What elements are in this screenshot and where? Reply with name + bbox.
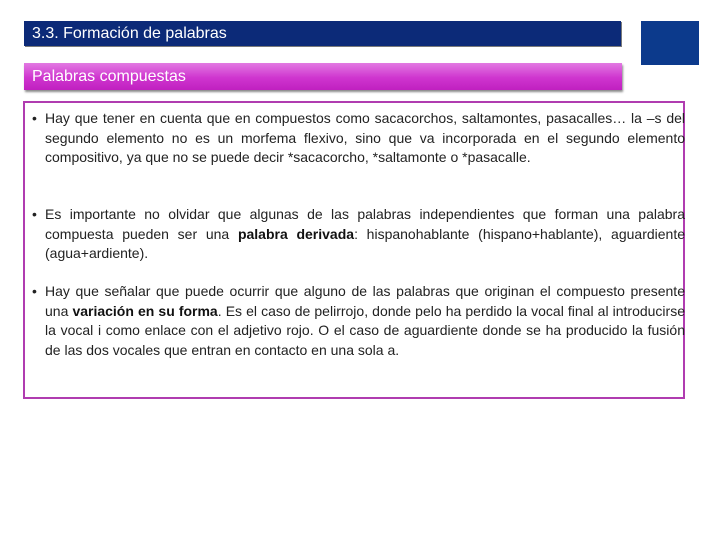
paragraph-1 xyxy=(32,109,685,168)
content-panel xyxy=(23,101,685,399)
paragraph-2-bold: palabra derivada xyxy=(237,225,355,242)
paragraph-2-text-b: : hispanohablante (hispano+hablante), aguardiente (agua+ardiente). xyxy=(45,225,685,261)
corner-decoration xyxy=(641,21,699,65)
paragraph-2 xyxy=(32,205,685,264)
paragraph-3 xyxy=(32,282,685,360)
paragraph-1-text: Hay que tener en cuenta que en compuestos como sacacorchos, saltamontes, pasacalles… la –s del segundo elemento no es un morfema flexivo, sino que va incorporada en el segundo elemento compositivo, ya que no se puede decir *sacacorcho, *saltamonte o *pasacalle. xyxy=(45,110,685,165)
paragraph-3-text-b: . Es el caso de pelirrojo, donde pelo ha perdido la vocal final al introducirse la vocal i como enlace con el adjetivo rojo. O el caso de aguardiente donde se ha producido la fusión de las dos vocales que entran en contacto en una sola a. xyxy=(45,302,685,358)
section-title: 3.3. Formación de palabras xyxy=(24,21,621,46)
paragraph-3-bold: variación en su forma xyxy=(72,302,218,319)
paragraph-2-text-a: Es importante no olvidar que algunas de las palabras independientes que forman una palabra compuesta pueden ser una xyxy=(45,206,685,242)
section-subtitle: Palabras compuestas xyxy=(24,63,622,90)
bullet-icon: • xyxy=(32,283,37,299)
paragraph-3-text-a: Hay que señalar que puede ocurrir que alguno de las palabras que originan el compuesto presente una xyxy=(45,283,685,319)
bullet-icon: • xyxy=(32,110,37,126)
bullet-icon: • xyxy=(32,206,37,222)
